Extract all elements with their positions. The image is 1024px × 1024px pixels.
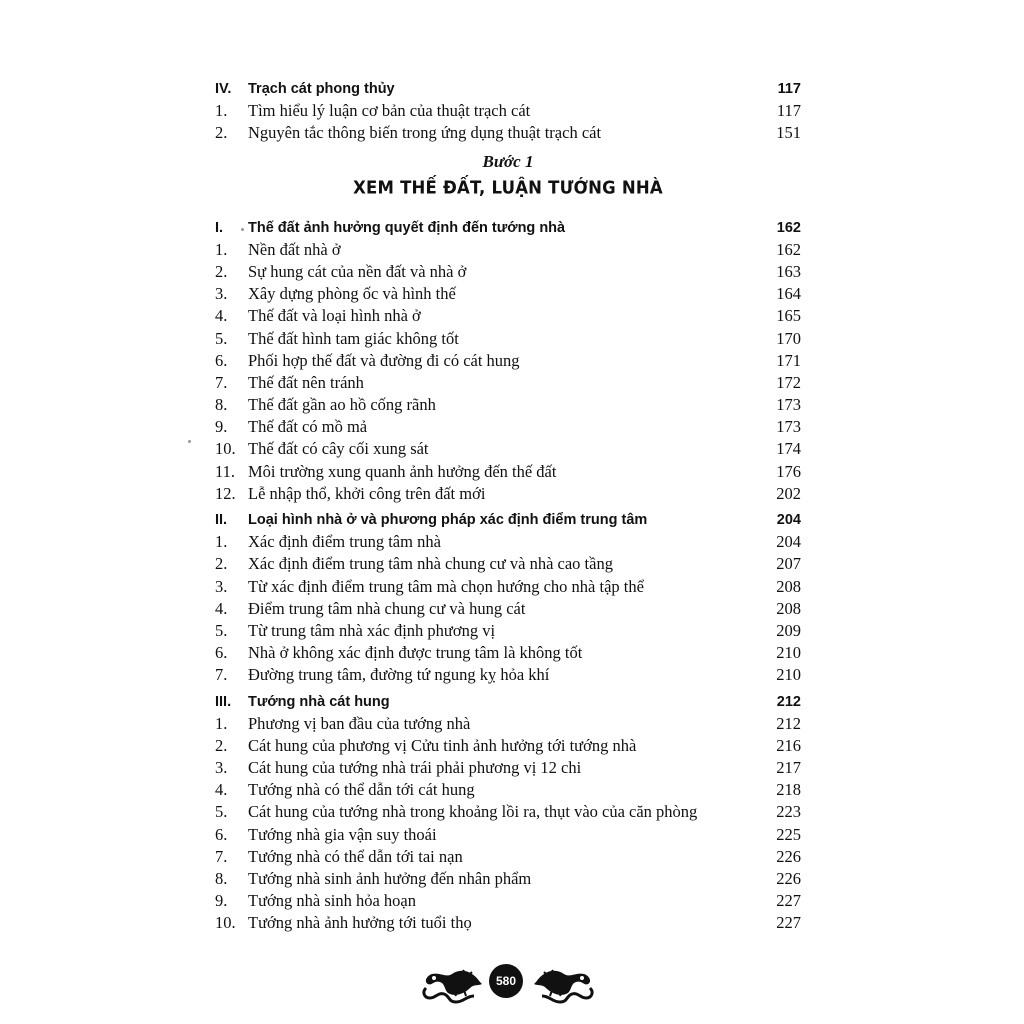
section-page: 162 bbox=[776, 219, 801, 236]
entry-page: 210 bbox=[776, 665, 801, 685]
entry-page: 204 bbox=[776, 532, 801, 552]
toc-section-heading[interactable] bbox=[215, 217, 801, 239]
entry-title: Xác định điểm trung tâm nhà bbox=[248, 532, 441, 552]
toc-entry[interactable] bbox=[215, 461, 801, 483]
toc-entry[interactable] bbox=[215, 801, 801, 823]
entry-page: 176 bbox=[776, 461, 801, 481]
entry-number: 1. bbox=[215, 101, 228, 121]
entry-number: 4. bbox=[215, 598, 228, 618]
toc-entry[interactable] bbox=[215, 305, 801, 327]
entry-number: 5. bbox=[215, 620, 228, 640]
entry-page: 223 bbox=[776, 802, 801, 822]
entry-number: 9. bbox=[215, 891, 228, 911]
toc-entry[interactable] bbox=[215, 912, 801, 934]
entry-page: 117 bbox=[776, 101, 801, 121]
section-title: Tướng nhà cát hung bbox=[248, 693, 390, 710]
entry-number: 1. bbox=[215, 713, 228, 733]
entry-title: Tướng nhà có thể dẫn tới tai nạn bbox=[248, 846, 463, 866]
entry-number: 3. bbox=[215, 284, 228, 304]
section-page: 117 bbox=[777, 81, 801, 97]
entry-number: 1. bbox=[215, 532, 228, 552]
toc-entry[interactable] bbox=[215, 416, 801, 438]
section-number: III. bbox=[215, 693, 232, 710]
entry-title: Nền đất nhà ở bbox=[248, 239, 341, 259]
entry-page: 218 bbox=[776, 780, 801, 800]
entry-title: Tướng nhà sinh hỏa hoạn bbox=[248, 891, 416, 911]
toc-entry[interactable] bbox=[215, 350, 801, 372]
entry-page: 164 bbox=[776, 284, 801, 304]
page-number-badge: 580 bbox=[489, 964, 523, 998]
toc-entry[interactable] bbox=[215, 713, 801, 735]
entry-page: 202 bbox=[776, 483, 801, 503]
entry-title: Sự hung cát của nền đất và nhà ở bbox=[248, 261, 467, 281]
entry-number: 1. bbox=[215, 239, 228, 259]
entry-page: 174 bbox=[776, 439, 801, 459]
toc-entry[interactable] bbox=[215, 553, 801, 575]
toc-entry[interactable] bbox=[215, 576, 801, 598]
section-number: IV. bbox=[215, 81, 232, 97]
section-number: II. bbox=[215, 512, 228, 528]
section-page: 204 bbox=[776, 512, 801, 528]
entry-title: Từ xác định điểm trung tâm mà chọn hướng cho nhà tập thể bbox=[248, 576, 644, 596]
section-number: I. bbox=[215, 219, 224, 236]
entry-title: Tướng nhà sinh ảnh hưởng đến nhân phẩm bbox=[248, 869, 532, 888]
toc-entry[interactable] bbox=[215, 438, 801, 460]
entry-page: 165 bbox=[776, 306, 801, 326]
toc-entry[interactable] bbox=[215, 890, 801, 912]
entry-title: Thế đất hình tam giác không tốt bbox=[248, 328, 459, 348]
entry-page: 207 bbox=[776, 554, 801, 574]
section-title: Thế đất ảnh hưởng quyết định đến tướng nhà bbox=[248, 219, 566, 236]
entry-number: 8. bbox=[215, 395, 228, 415]
step-title: XEM THẾ ĐẤT, LUẬN TƯỚNG NHÀ bbox=[353, 176, 663, 198]
entry-title: Lễ nhập thổ, khởi công trên đất mới bbox=[248, 483, 486, 503]
entry-number: 7. bbox=[215, 372, 228, 392]
toc-entry[interactable] bbox=[215, 283, 801, 305]
entry-title: Thế đất gần ao hồ cống rãnh bbox=[248, 395, 436, 415]
entry-page: 209 bbox=[776, 620, 801, 640]
print-speck bbox=[188, 440, 191, 443]
entry-number: 4. bbox=[215, 780, 228, 800]
entry-title: Điểm trung tâm nhà chung cư và hung cát bbox=[248, 598, 526, 618]
toc-entry[interactable] bbox=[215, 868, 801, 890]
entry-title: Cát hung của tướng nhà trái phải phương vị 12 chi bbox=[248, 758, 582, 778]
toc-entry[interactable] bbox=[215, 735, 801, 757]
entry-page: 163 bbox=[776, 261, 801, 281]
entry-title: Phối hợp thế đất và đường đi có cát hung bbox=[248, 350, 520, 370]
entry-number: 7. bbox=[215, 846, 228, 866]
toc-entry[interactable] bbox=[215, 239, 801, 261]
entry-title: Tướng nhà ảnh hưởng tới tuổi thọ bbox=[248, 913, 472, 933]
table-of-contents bbox=[215, 78, 801, 935]
entry-number: 11. bbox=[215, 461, 236, 481]
entry-page: 216 bbox=[776, 735, 801, 755]
toc-entry[interactable] bbox=[215, 757, 801, 779]
toc-entry[interactable] bbox=[215, 642, 801, 664]
entry-title: Tìm hiểu lý luận cơ bản của thuật trạch cát bbox=[248, 101, 531, 121]
print-speck bbox=[241, 228, 244, 231]
entry-title: Thế đất nên tránh bbox=[248, 372, 364, 392]
entry-page: 173 bbox=[776, 417, 801, 437]
toc-entry[interactable] bbox=[215, 394, 801, 416]
entry-page: 208 bbox=[776, 598, 801, 618]
page-footer bbox=[420, 962, 596, 1010]
dragon-icon bbox=[532, 962, 596, 1004]
entry-number: 2. bbox=[215, 123, 228, 143]
dragon-icon bbox=[420, 962, 484, 1004]
entry-title: Thế đất có cây cối xung sát bbox=[248, 439, 429, 459]
entry-title: Cát hung của tướng nhà trong khoảng lồi ra, thụt vào của căn phòng bbox=[248, 802, 698, 822]
entry-page: 227 bbox=[776, 913, 801, 933]
entry-number: 10. bbox=[215, 913, 236, 933]
entry-number: 2. bbox=[215, 554, 228, 574]
entry-number: 3. bbox=[215, 758, 228, 778]
entry-page: 226 bbox=[776, 869, 801, 888]
toc-entry[interactable] bbox=[215, 620, 801, 642]
entry-page: 173 bbox=[776, 395, 801, 415]
toc-entry[interactable] bbox=[215, 531, 801, 553]
toc-entry[interactable] bbox=[215, 483, 801, 505]
entry-number: 6. bbox=[215, 350, 228, 370]
entry-title: Thế đất có mồ mả bbox=[248, 417, 368, 437]
toc-section-heading[interactable] bbox=[215, 78, 801, 100]
entry-page: 212 bbox=[776, 713, 801, 733]
entry-page: 170 bbox=[776, 328, 801, 348]
entry-page: 225 bbox=[776, 824, 801, 844]
entry-title: Đường trung tâm, đường tứ ngung kỵ hỏa khí bbox=[248, 665, 550, 685]
section-title: Loại hình nhà ở và phương pháp xác định điểm trung tâm bbox=[248, 512, 648, 528]
entry-number: 5. bbox=[215, 802, 228, 822]
entry-number: 5. bbox=[215, 328, 228, 348]
entry-title: Nhà ở không xác định được trung tâm là không tốt bbox=[248, 643, 583, 663]
entry-number: 6. bbox=[215, 643, 228, 663]
toc-entry[interactable] bbox=[215, 598, 801, 620]
entry-number: 10. bbox=[215, 439, 236, 459]
entry-page: 210 bbox=[776, 643, 801, 663]
entry-title: Cát hung của phương vị Cửu tinh ảnh hưởng tới tướng nhà bbox=[248, 735, 637, 755]
toc-entry[interactable] bbox=[215, 846, 801, 868]
entry-page: 172 bbox=[776, 372, 801, 392]
entry-title: Xác định điểm trung tâm nhà chung cư và nhà cao tầng bbox=[248, 554, 613, 574]
toc-section-heading[interactable] bbox=[215, 509, 801, 531]
entry-number: 7. bbox=[215, 665, 228, 685]
entry-number: 12. bbox=[215, 483, 236, 503]
entry-number: 2. bbox=[215, 261, 228, 281]
entry-number: 2. bbox=[215, 735, 228, 755]
entry-title: Xây dựng phòng ốc và hình thế bbox=[248, 284, 456, 304]
toc-entry[interactable] bbox=[215, 824, 801, 846]
toc-entry[interactable] bbox=[215, 779, 801, 801]
step-label: Bước 1 bbox=[482, 151, 534, 171]
section-page: 212 bbox=[776, 693, 801, 710]
entry-title: Phương vị ban đầu của tướng nhà bbox=[248, 713, 471, 733]
toc-entry[interactable] bbox=[215, 372, 801, 394]
entry-title: Từ trung tâm nhà xác định phương vị bbox=[248, 620, 496, 640]
entry-title: Tướng nhà có thể dẫn tới cát hung bbox=[248, 780, 475, 800]
toc-entry[interactable] bbox=[215, 261, 801, 283]
toc-entry[interactable] bbox=[215, 100, 801, 122]
entry-number: 3. bbox=[215, 576, 228, 596]
entry-page: 171 bbox=[776, 350, 801, 370]
toc-entry[interactable] bbox=[215, 664, 801, 686]
entry-page: 151 bbox=[776, 123, 801, 143]
entry-title: Thế đất và loại hình nhà ở bbox=[248, 306, 421, 326]
entry-page: 208 bbox=[776, 576, 801, 596]
entry-page: 227 bbox=[776, 891, 801, 911]
toc-entry[interactable] bbox=[215, 122, 801, 144]
toc-section-heading[interactable] bbox=[215, 691, 801, 713]
entry-title: Môi trường xung quanh ảnh hưởng đến thế đất bbox=[248, 461, 557, 481]
entry-page: 217 bbox=[776, 758, 801, 778]
entry-page: 226 bbox=[776, 846, 801, 866]
entry-number: 4. bbox=[215, 306, 228, 326]
section-title: Trạch cát phong thủy bbox=[248, 81, 395, 97]
entry-number: 9. bbox=[215, 417, 228, 437]
entry-title: Tướng nhà gia vận suy thoái bbox=[248, 824, 437, 844]
entry-number: 6. bbox=[215, 824, 228, 844]
entry-page: 162 bbox=[776, 239, 801, 259]
entry-title: Nguyên tắc thông biến trong ứng dụng thuật trạch cát bbox=[248, 123, 602, 143]
entry-number: 8. bbox=[215, 869, 228, 888]
toc-entry[interactable] bbox=[215, 328, 801, 350]
